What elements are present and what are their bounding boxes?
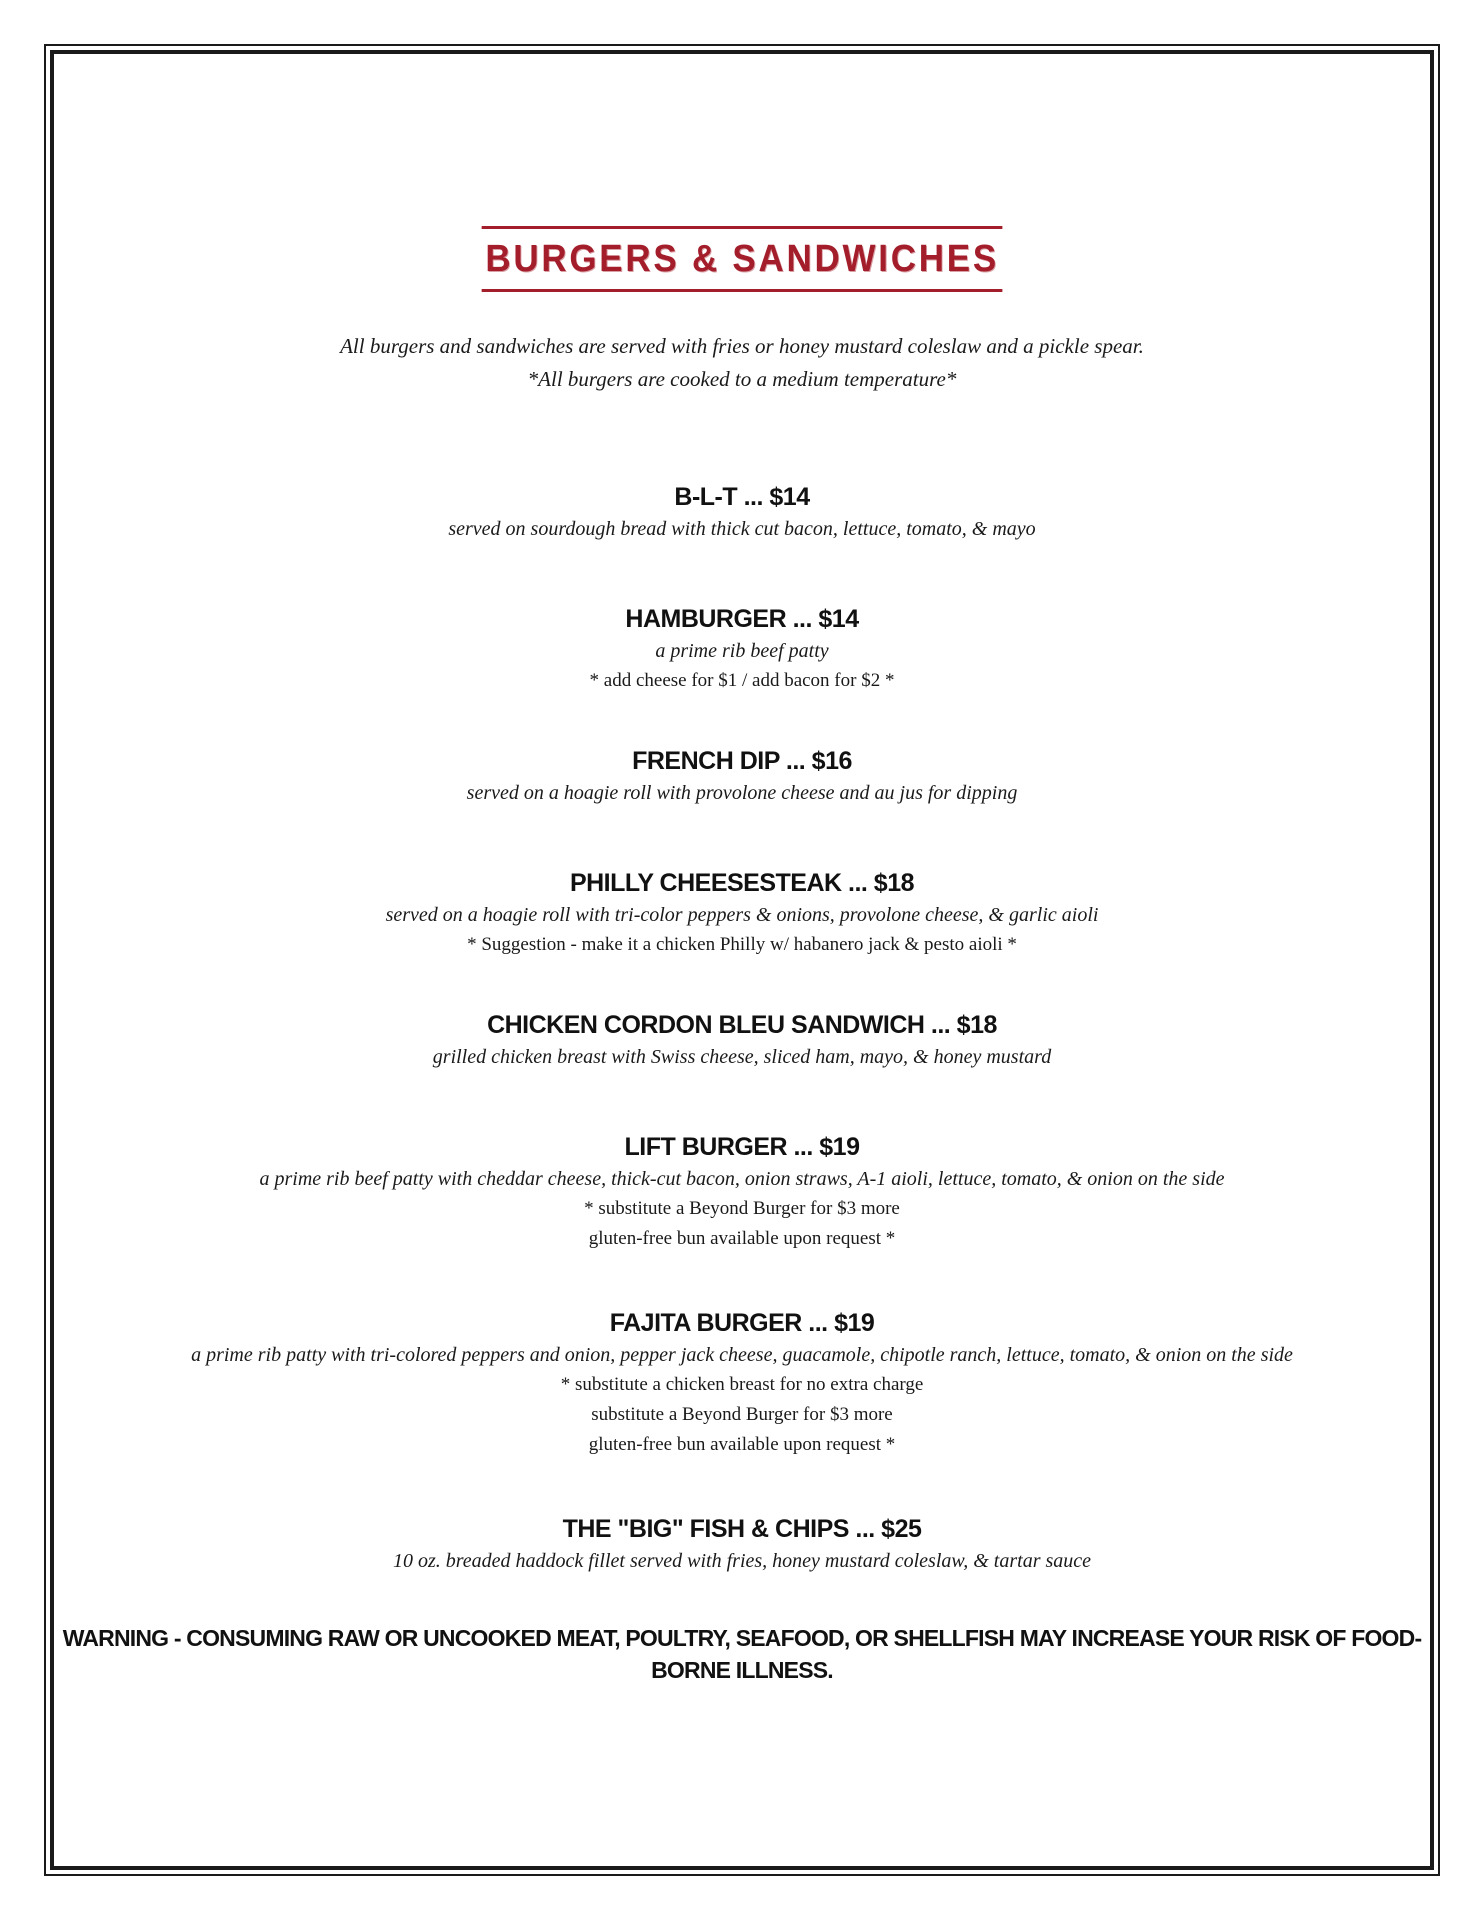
menu-intro bbox=[54, 330, 1430, 396]
menu-item bbox=[54, 866, 1430, 960]
menu-item-note: * substitute a Beyond Burger for $3 more bbox=[584, 1197, 900, 1219]
menu-item-note: gluten-free bun available upon request * bbox=[588, 1433, 896, 1455]
menu-item-description: grilled chicken breast with Swiss cheese, sliced ham, mayo, & honey mustard bbox=[432, 1045, 1052, 1068]
menu-item bbox=[54, 602, 1430, 696]
menu-item bbox=[54, 1512, 1430, 1576]
title-wrap bbox=[54, 226, 1430, 292]
menu-item-description: a prime rib beef patty with cheddar cheese, thick-cut bacon, onion straws, A-1 aioli, lettuce, tomato, & onion on the side bbox=[259, 1167, 1225, 1190]
menu-item-name-price: FAJITA BURGER ... $19 bbox=[609, 1308, 875, 1337]
menu-item-name-price: B-L-T ... $14 bbox=[674, 482, 810, 511]
menu-item-note: gluten-free bun available upon request * bbox=[588, 1227, 896, 1249]
menu-title: BURGERS & SANDWICHES bbox=[482, 226, 1003, 292]
menu-item-name-price: HAMBURGER ... $14 bbox=[625, 604, 859, 633]
menu-item-note: * substitute a chicken breast for no extra charge bbox=[560, 1373, 924, 1395]
menu-item-name-price: LIFT BURGER ... $19 bbox=[624, 1132, 860, 1161]
food-safety-warning: WARNING - CONSUMING RAW OR UNCOOKED MEAT, POULTRY, SEAFOOD, OR SHELLFISH MAY INCREASE YOUR RISK OF FOOD-BORNE ILLNESS. bbox=[62, 1624, 1422, 1683]
menu-item-name-price: CHICKEN CORDON BLEU SANDWICH ... $18 bbox=[487, 1010, 997, 1039]
menu-item-name-price: THE "BIG" FISH & CHIPS ... $25 bbox=[562, 1514, 922, 1543]
menu-item bbox=[54, 1130, 1430, 1254]
menu-item bbox=[54, 1306, 1430, 1460]
menu-item-description: 10 oz. breaded haddock fillet served with fries, honey mustard coleslaw, & tartar sauce bbox=[392, 1549, 1092, 1572]
menu-item-name-price: FRENCH DIP ... $16 bbox=[632, 746, 852, 775]
menu-page bbox=[54, 54, 1430, 1686]
menu-item-description: served on sourdough bread with thick cut bacon, lettuce, tomato, & mayo bbox=[448, 517, 1036, 540]
menu-item-description: a prime rib patty with tri-colored peppers and onion, pepper jack cheese, guacamole, chipotle ranch, lettuce, tomato, & onion on the side bbox=[191, 1343, 1293, 1366]
intro-line: All burgers and sandwiches are served with fries or honey mustard coleslaw and a pickle spear. bbox=[340, 333, 1144, 358]
menu-item-name-price: PHILLY CHEESESTEAK ... $18 bbox=[569, 868, 915, 897]
menu-item bbox=[54, 744, 1430, 808]
menu-item-description: a prime rib beef patty bbox=[655, 639, 829, 662]
menu-item bbox=[54, 480, 1430, 544]
menu-item bbox=[54, 1008, 1430, 1072]
menu-items bbox=[54, 480, 1430, 1576]
menu-item-note: substitute a Beyond Burger for $3 more bbox=[591, 1403, 893, 1425]
menu-item-description: served on a hoagie roll with provolone cheese and au jus for dipping bbox=[466, 781, 1018, 804]
menu-item-note: * Suggestion - make it a chicken Philly w/ habanero jack & pesto aioli * bbox=[467, 933, 1017, 955]
menu-item-note: * add cheese for $1 / add bacon for $2 * bbox=[589, 669, 895, 691]
intro-line: *All burgers are cooked to a medium temperature* bbox=[527, 366, 957, 391]
menu-item-description: served on a hoagie roll with tri-color peppers & onions, provolone cheese, & garlic aioli bbox=[385, 903, 1099, 926]
